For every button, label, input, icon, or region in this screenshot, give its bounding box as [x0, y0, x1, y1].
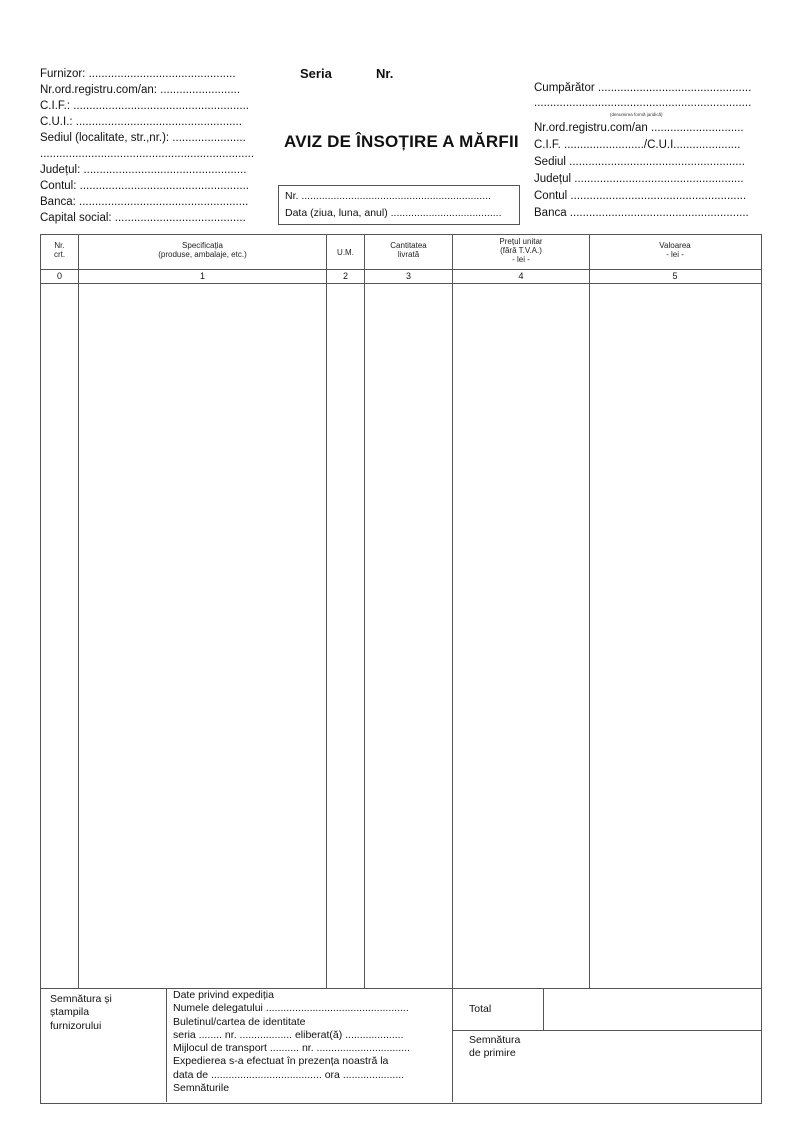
column-divider	[78, 235, 79, 988]
supplier-address-field: Sediul (localitate, str.,nr.): .......................	[40, 132, 246, 144]
buyer-bank-field: Banca ........................................................	[534, 207, 749, 219]
buyer-registry-field: Nr.ord.registru.com/an .............................	[534, 122, 744, 134]
column-divider	[364, 235, 365, 988]
supplier-cui-field: C.U.I.: ....................................................	[40, 116, 242, 128]
table-index-divider	[41, 283, 761, 284]
supplier-county-field: Județul: ...................................................	[40, 164, 247, 176]
column-header-um: U.M.	[337, 248, 354, 257]
column-header-value: Valoarea - lei -	[659, 241, 691, 259]
column-index-3: 3	[405, 271, 411, 281]
supplier-registry-field: Nr.ord.registru.com/an: .........................	[40, 84, 241, 96]
buyer-county-field: Județul .....................................................	[534, 173, 744, 185]
column-index-0: 0	[56, 271, 62, 281]
column-divider	[589, 235, 590, 988]
box-date-field: Data (ziua, luna, anul) ......................................	[285, 207, 502, 219]
column-divider	[452, 235, 453, 1102]
buyer-account-field: Contul .......................................................	[534, 190, 747, 202]
seria-label: Seria	[300, 66, 332, 81]
id-card-label: Buletinul/cartea de identitate	[173, 1015, 306, 1028]
column-index-5: 5	[672, 271, 678, 281]
supplier-cif-field: C.I.F.: .......................................................	[40, 100, 249, 112]
column-header-quantity: Cantitatea livrată	[390, 241, 427, 259]
expedition-statement: Expedierea s-a efectuat în prezența noastră la	[173, 1055, 389, 1068]
supplier-capital-field: Capital social: .........................................	[40, 212, 246, 224]
signatures-label: Semnăturile	[173, 1082, 230, 1095]
transport-means-field: Mijlocul de transport .......... nr. ................................	[173, 1042, 410, 1055]
buyer-name-field: Cumpărător ................................................	[534, 82, 752, 94]
total-label: Total	[469, 1003, 492, 1015]
footer-divider	[543, 988, 544, 1030]
footer-divider	[453, 1030, 761, 1031]
buyer-block	[534, 120, 749, 222]
box-number-field: Nr. .................................................................	[285, 190, 491, 202]
id-card-series-field: seria ........ nr. .................. eliberat(ă) ....................	[173, 1028, 404, 1041]
buyer-name-continuation: ....................................................................	[534, 97, 752, 109]
column-header-unit-price: Prețul unitar (fără T.V.A.) - lei -	[499, 237, 543, 264]
column-index-1: 1	[199, 271, 205, 281]
supplier-name-field: Furnizor: ..............................................	[40, 68, 236, 80]
column-header-specification: Specificația (produse, ambalaje, etc.)	[158, 241, 247, 259]
expedition-date-time-field: data de ...................................... ora .....................	[173, 1068, 405, 1081]
buyer-legal-form-note: (denumirea formă juridică)	[610, 112, 663, 117]
supplier-account-field: Contul: .....................................................	[40, 180, 249, 192]
buyer-address-field: Sediul .......................................................	[534, 156, 745, 168]
column-index-2: 2	[342, 271, 348, 281]
supplier-block	[40, 66, 254, 226]
footer-divider	[166, 988, 167, 1102]
delegate-name-field: Numele delegatului .................................................	[173, 1002, 409, 1015]
column-index-4: 4	[518, 271, 524, 281]
column-divider	[326, 235, 327, 988]
expedition-block	[173, 989, 410, 1095]
supplier-signature-label: Semnătura și ștampila furnizorului	[50, 993, 112, 1032]
page-title: AVIZ DE ÎNSOȚIRE A MĂRFII	[284, 132, 519, 151]
buyer-cif-cui-field: C.I.F. ........................./C.U.I.....................	[534, 139, 741, 151]
number-label: Nr.	[376, 66, 394, 81]
items-table	[40, 234, 762, 1104]
expedition-title: Date privind expediția	[173, 989, 274, 1001]
column-header-nr: Nr. crt.	[53, 241, 66, 259]
number-date-box	[278, 185, 520, 225]
supplier-bank-field: Banca: .....................................................	[40, 196, 249, 208]
receipt-signature-label: Semnătura de primire	[469, 1034, 521, 1060]
supplier-address-continuation: ...................................................................	[40, 148, 255, 160]
